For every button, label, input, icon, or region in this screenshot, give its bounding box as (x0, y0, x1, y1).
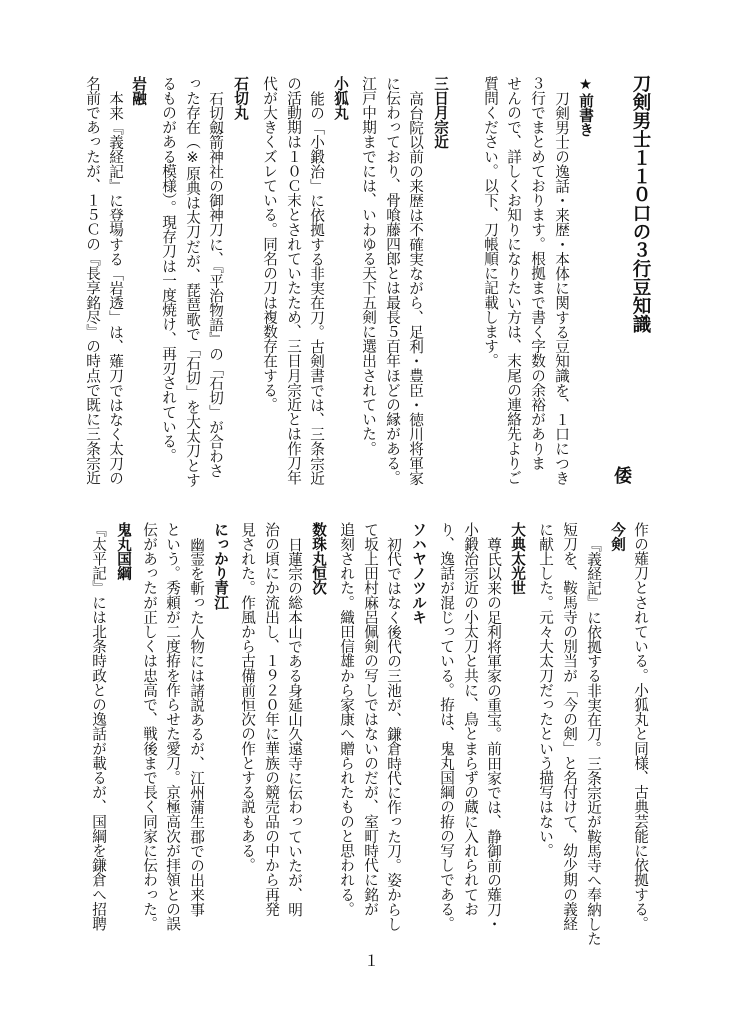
text-line: 高台院以前の来歴は不確実ながら、足利・豊臣・徳川将軍家 (407, 90, 424, 485)
text-line: 幽霊を斬った人物には諸説あるが、江州蒲生郡での出来事 (188, 536, 205, 917)
section-heading-iwatooshi: 岩融 (130, 76, 147, 106)
text-line: 代が大きくズレている。同名の刀は複数存在する。 (261, 76, 278, 412)
text-line: の活動期は１０Ｃ末とされていたため、三日月宗近とは作刀年 (285, 76, 302, 485)
text-line: という。秀頼が二度拵を作らせた愛刀。京極高次が拝領との誤 (164, 522, 181, 931)
text-line: 見された。作風から古備前恒次の作とする説もある。 (239, 522, 256, 873)
author-name: 倭 (611, 466, 632, 484)
section-heading-ishikirimaru: 石切丸 (232, 76, 249, 120)
text-line: 質問ください。以下、刀帳順に記載します。 (482, 76, 499, 368)
text-line: せんので、詳しくお知りになりたい方は、末尾の連絡先よりご (505, 76, 522, 485)
text-line: に伝わっており、骨喰藤四郎とは最長５百年ほどの縁がある。 (384, 76, 401, 485)
text-line: 江戸中期までには、いわゆる天下五剣に選出されていた。 (360, 76, 377, 456)
text-line: 刀剣男士の逸話・来歴・本体に関する豆知識を、１口につき (553, 90, 570, 485)
text-line: 名前であったが、１５Ｃの『長享銘尽』の時点で既に三条宗近 (84, 76, 101, 485)
document-title: 刀剣男士１１０口の３行豆知識 (630, 74, 651, 333)
text-line: 能の「小鍛治」に依拠する非実在刀。古剣書では、三条宗近 (308, 90, 325, 485)
text-line: 初代ではなく後代の三池が、鎌倉時代に作った刀。姿からし (385, 536, 402, 931)
text-line: 作の薙刀とされている。小狐丸と同様、古典芸能に依拠する。 (632, 522, 649, 931)
section-heading-sohayanotsuruki: ソハヤノツルキ (410, 522, 427, 625)
text-line: 伝があったが正しくは忠高で、戦後まで長く同家に伝わった。 (141, 522, 158, 931)
section-heading-imanotsurugi: 今剣 (609, 522, 626, 552)
text-line: 治の頃にか流出し、１９２０年に華族の競売品の中から再発 (263, 522, 280, 917)
text-line: 追刻された。織田信雄から家康へ贈られたものと思われる。 (338, 522, 355, 917)
text-line: 石切劔箭神社の御神刀に、『平治物語』の「石切」が合わさ (207, 90, 224, 478)
section-heading-kogitsunemaru: 小狐丸 (332, 76, 349, 120)
section-heading-nikkari: にっかり青江 (212, 522, 229, 610)
page-number: １ (364, 952, 380, 970)
section-heading-mikazuki: 三日月宗近 (432, 76, 449, 149)
section-heading-juzumaru: 数珠丸恒次 (310, 522, 327, 595)
text-line: り、逸話が混じっている。拵は、鬼丸国綱の拵の写しである。 (438, 522, 455, 931)
text-line: 『太平記』には北条時政との逸話が載るが、国綱を鎌倉へ招聘 (90, 522, 107, 931)
text-line: るものがある模様）。現存刀は一度焼け、再刃されている。 (160, 76, 177, 463)
text-line: 短刀を、鞍馬寺の別当が「今の剣」と名付けて、幼少期の義経 (561, 522, 578, 931)
text-line: った存在（※原典は太刀だが、琵琶歌で「石切」を大太刀とす (184, 76, 201, 488)
text-line: ３行でまとめております。根拠まで書く字数の余裕がありま (529, 76, 546, 471)
text-line: に献上した。元々大太刀だったという描写はない。 (537, 522, 554, 858)
text-line: 『義経記』に依拠する非実在刀。三条宗近が鞍馬寺へ奉納した (585, 536, 602, 946)
section-heading-onimaru: 鬼丸国綱 (115, 522, 132, 581)
section-heading-preface: ★前書き (577, 76, 594, 137)
section-heading-odenta: 大典太光世 (509, 522, 526, 595)
text-line: 小鍛治宗近の小太刀と共に、鳥とまらずの蔵に入れられてお (462, 522, 479, 917)
text-line: 尊氏以来の足利将軍家の重宝。前田家では、静御前の薙刀・ (485, 536, 502, 931)
text-line: て坂上田村麻呂佩剣の写しではないのだが、室町時代に銘が (362, 522, 379, 917)
text-line: 本来『義経記』に登場する「岩透」は、薙刀ではなく太刀の (107, 90, 124, 485)
text-line: 日蓮宗の総本山である身延山久遠寺に伝わっていたが、明 (286, 536, 303, 917)
